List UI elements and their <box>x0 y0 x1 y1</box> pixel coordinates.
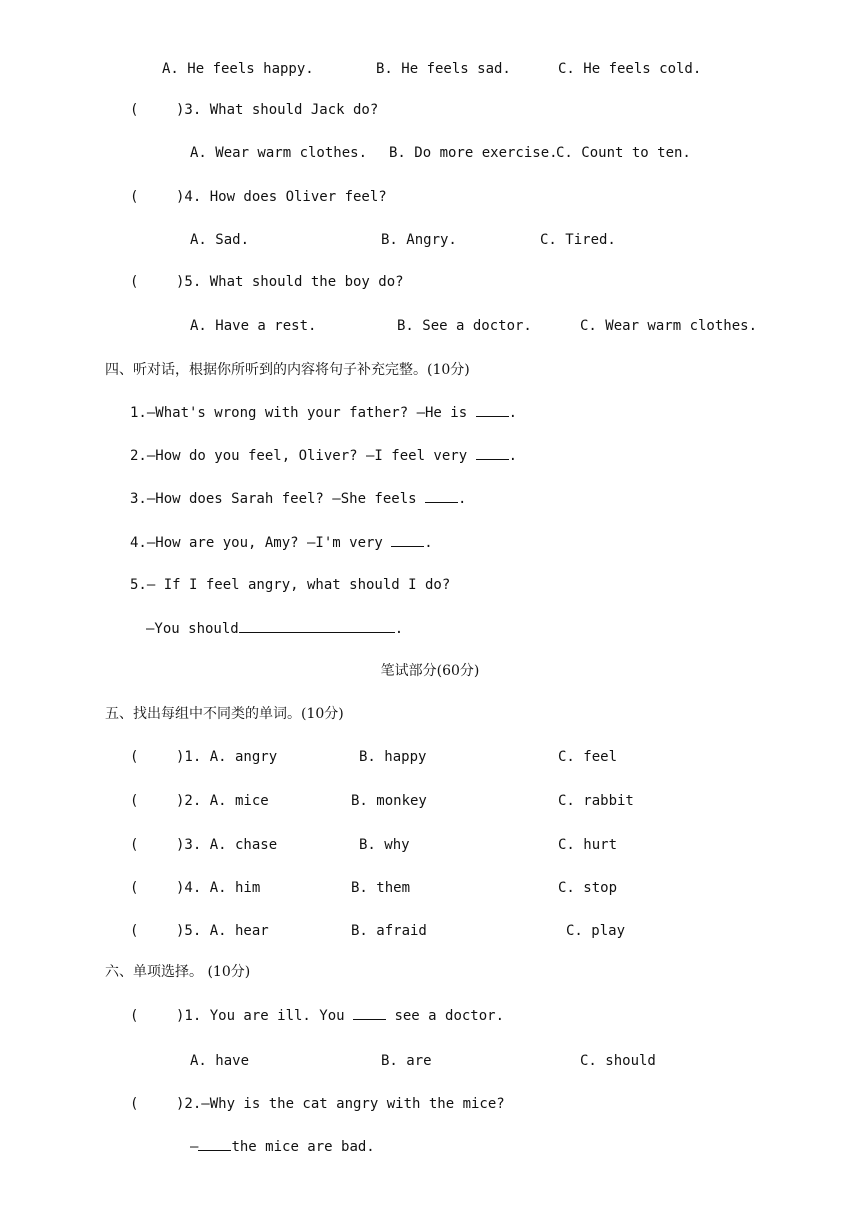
answer-blank[interactable] <box>239 620 395 633</box>
answer-blank[interactable] <box>476 447 509 460</box>
sentence-end: see a doctor. <box>386 1008 505 1024</box>
option-a: A. Sad. <box>190 232 250 248</box>
option-b: B. why <box>359 837 410 853</box>
fill-sentence <box>130 534 433 552</box>
answer-paren: ( <box>130 102 139 118</box>
sentence-text: )1. You are ill. You <box>176 1008 354 1024</box>
sentence-end: the mice are bad. <box>231 1139 375 1155</box>
option-c: C. should <box>580 1053 656 1069</box>
answer-blank[interactable] <box>425 490 458 503</box>
fill-sentence <box>130 490 466 508</box>
answer-paren: ( <box>130 880 139 896</box>
option-b: B. Angry. <box>381 232 457 248</box>
sentence-text: 4.—How are you, Amy? —I'm very <box>130 535 392 551</box>
question-text: )4. How does Oliver feel? <box>176 189 387 205</box>
option-a: A. Wear warm clothes. <box>190 145 368 161</box>
option-b: B. them <box>351 880 411 896</box>
answer-paren: ( <box>130 837 139 853</box>
fill-sentence <box>146 620 403 638</box>
sentence-end: . <box>458 491 467 507</box>
sentence-end: . <box>394 621 404 637</box>
option-c: C. Tired. <box>540 232 616 248</box>
option-a: )4. A. him <box>176 880 261 896</box>
question-text: )3. What should Jack do? <box>176 102 379 118</box>
option-c: C. play <box>566 923 626 939</box>
option-c: C. stop <box>558 880 618 896</box>
answer-blank[interactable] <box>391 534 424 547</box>
sentence-end: . <box>508 448 518 464</box>
option-b: B. See a doctor. <box>397 318 532 334</box>
answer-paren: ( <box>130 274 139 290</box>
question-text: )5. What should the boy do? <box>176 274 404 290</box>
answer-blank[interactable] <box>476 404 509 417</box>
section-heading: 六、单项选择。 (10分) <box>105 964 251 980</box>
answer-paren: ( <box>130 793 139 809</box>
sentence-text: — <box>190 1139 199 1155</box>
fill-sentence <box>130 404 517 422</box>
fill-sentence: 5.— If I feel angry, what should I do? <box>130 577 451 593</box>
option-a: )5. A. hear <box>176 923 269 939</box>
section-heading: 五、找出每组中不同类的单词。(10分) <box>105 706 344 722</box>
question-text <box>176 1007 504 1025</box>
answer-paren: ( <box>130 189 139 205</box>
option-b: B. Do more exercise. <box>389 145 558 161</box>
option-c: C. He feels cold. <box>558 61 702 77</box>
answer-paren: ( <box>130 1096 139 1112</box>
section-heading: 四、听对话，根据你所听到的内容将句子补充完整。(10分) <box>105 362 470 378</box>
sentence-end: . <box>508 405 518 421</box>
fill-sentence <box>130 447 517 465</box>
option-a: A. have <box>190 1053 250 1069</box>
sentence-end: . <box>424 535 433 551</box>
sentence-text: 2.—How do you feel, Oliver? —I feel very <box>130 448 476 464</box>
answer-blank[interactable] <box>353 1007 386 1020</box>
sentence-text: 3.—How does Sarah feel? —She feels <box>130 491 426 507</box>
option-b: B. afraid <box>351 923 427 939</box>
option-b: B. He feels sad. <box>376 61 511 77</box>
option-b: B. monkey <box>351 793 427 809</box>
option-a: )3. A. chase <box>176 837 278 853</box>
answer-blank[interactable] <box>198 1138 231 1151</box>
question-text: )2.—Why is the cat angry with the mice? <box>176 1096 505 1112</box>
option-c: C. feel <box>558 749 618 765</box>
part-title: 笔试部分(60分) <box>380 663 480 679</box>
option-a: )2. A. mice <box>176 793 269 809</box>
option-b: B. happy <box>359 749 427 765</box>
option-c: C. rabbit <box>558 793 634 809</box>
option-a: A. Have a rest. <box>190 318 317 334</box>
answer-paren: ( <box>130 923 139 939</box>
option-c: C. Wear warm clothes. <box>580 318 758 334</box>
answer-paren: ( <box>130 1008 139 1024</box>
sentence-text: 1.—What's wrong with your father? —He is <box>130 405 476 421</box>
sentence-text: —You should <box>146 621 239 637</box>
answer-sentence <box>190 1138 375 1156</box>
answer-paren: ( <box>130 749 139 765</box>
option-c: C. hurt <box>558 837 618 853</box>
option-b: B. are <box>381 1053 432 1069</box>
option-a: )1. A. angry <box>176 749 278 765</box>
option-c: C. Count to ten. <box>556 145 691 161</box>
option-a: A. He feels happy. <box>162 61 314 77</box>
